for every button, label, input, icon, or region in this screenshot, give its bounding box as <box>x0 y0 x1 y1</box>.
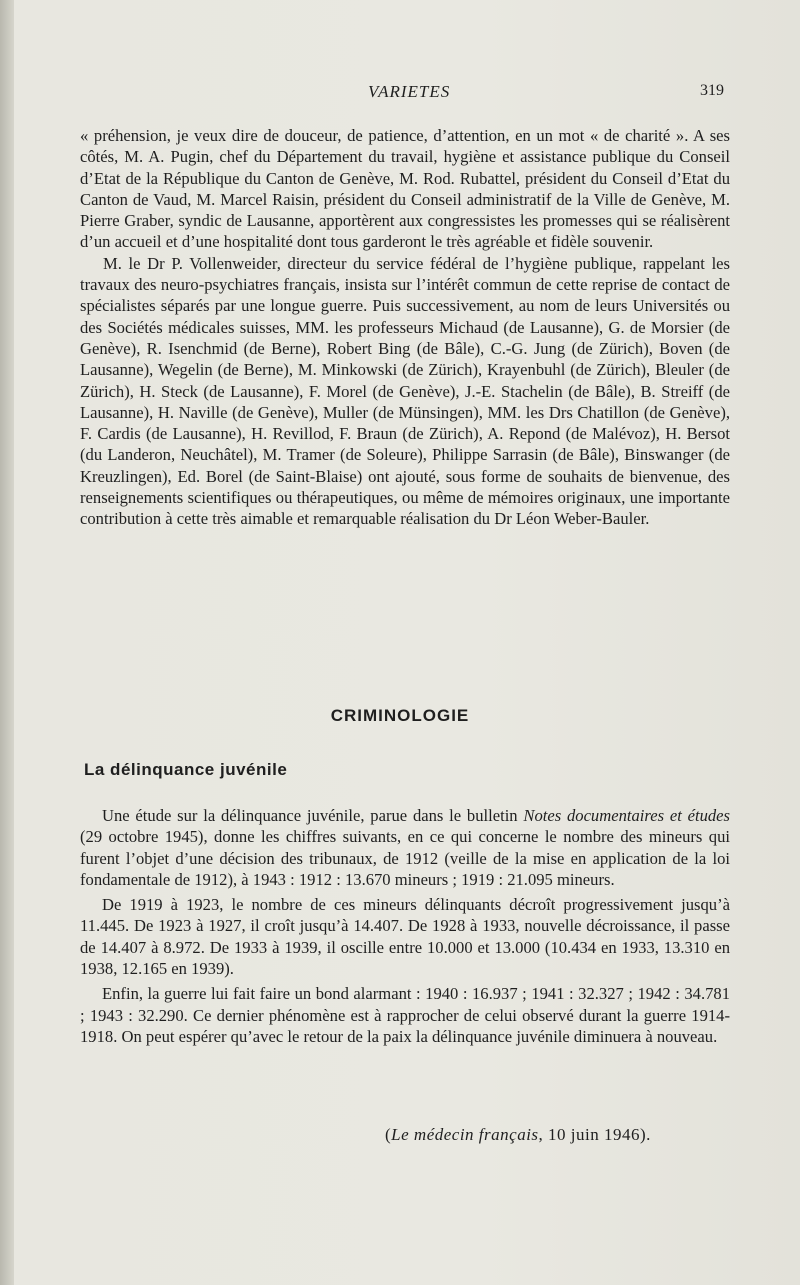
intro-paragraph-1: « préhension, je veux dire de douceur, de patience, d’attention, en un mot « de charité ». A ses côtés, M. A. Pugin, chef du Département du travail, hygiène et assistance publique du Conseil d’Etat de la République du Canton de Genève, M. Rod. Rubattel, président du Conseil d’Etat du Canton de Vaud, M. Marcel Raisin, président du Conseil administratif de la Ville de Genève, M. Pierre Graber, syndic de Lausanne, apportèrent aux congressistes les promesses qui se réalisèrent d’un accueil et d’une hospitalité dont tous garderont le très agréable et fidèle souvenir. <box>80 126 730 252</box>
page-header <box>84 82 724 104</box>
intro-paragraph-2: M. le Dr P. Vollenweider, directeur du service fédéral de l’hygiène publique, rappelant les travaux des neuro-psychiatres français, insista sur l’intérêt commun de cette reprise de contact de spécialistes séparés par une longue guerre. Puis successivement, au nom de leurs Universités ou des Sociétés médicales suisses, MM. les professeurs Michaud (de Lausanne), G. de Morsier (de Genève), R. Isenchmid (de Berne), Robert Bing (de Bâle), C.-G. Jung (de Zürich), Boven (de Lausanne), Wegelin (de Berne), M. Minkowski (de Zürich), Krayenbuhl (de Zürich), Bleuler (de Zürich), H. Steck (de Lausanne), F. Morel (de Genève), J.-E. Stachelin (de Bâle), B. Streiff (de Lausanne), H. Naville (de Genève), Muller (de Münsingen), MM. les Drs Chatillon (de Genève), F. Cardis (de Lausanne), H. Revillod, F. Braun (de Zürich), A. Repond (de Malévoz), H. Bersot (du Landeron, Neuchâtel), M. Tramer (de Soleure), Philippe Sarrasin (de Bâle), Binswanger (de Kreuzlingen), Ed. Borel (de Saint-Blaise) ont ajouté, sous forme de souhaits de bienvenue, des renseignements scientifiques ou thérapeutiques, ou même de mémoires originaux, une importante contribution à cette très aimable et remarquable réalisation du Dr Léon Weber-Bauler. <box>80 253 730 529</box>
article-paragraph-3: Enfin, la guerre lui fait faire un bond alarmant : 1940 : 16.937 ; 1941 : 32.327 ; 1942 : 34.781 ; 1943 : 32.290. Ce dernier phénomène est à rapprocher de celui observé durant la guerre 1914-1918. On peut espérer qu’avec le retour de la paix la délinquance juvénile diminuera à nouveau. <box>80 984 730 1046</box>
running-head: VARIETES <box>368 82 451 101</box>
bulletin-title: Notes documentaires et études <box>523 806 730 825</box>
page-number: 319 <box>700 82 724 99</box>
article-paragraph-2: De 1919 à 1923, le nombre de ces mineurs délinquants décroît progressivement jusqu’à 11.445. De 1923 à 1927, il croît jusqu’à 14.407. De 1928 à 1933, nouvelle décroissance, il passe de 14.407 à 8.972. De 1933 à 1939, il oscille entre 10.000 et 13.000 (10.434 en 1933, 13.310 en 1938, 12.165 en 1939). <box>80 895 730 979</box>
citation-open: ( <box>385 1125 392 1144</box>
section-title: CRIMINOLOGIE <box>330 706 470 725</box>
citation-date: , 10 juin 1946). <box>538 1125 651 1144</box>
p1-text-b: (29 octobre 1945), donne les chiffres suivants, en ce qui concerne le nombre des mineurs qui furent l’objet d’une décision des tribunaux, de 1912 (veille de la mise en application de la loi fondamentale de 1912), à 1943 : 1912 : 13.670 mineurs ; 1919 : 21.095 mineurs. <box>80 827 730 889</box>
article-body <box>80 805 730 1051</box>
page-spine <box>0 0 14 1285</box>
intro-text <box>80 125 730 530</box>
p1-text-a: Une étude sur la délinquance juvénile, parue dans le bulletin <box>102 806 524 825</box>
source-citation <box>385 1125 651 1145</box>
article-paragraph-1 <box>80 805 730 890</box>
citation-journal: Le médecin français <box>391 1125 539 1144</box>
article-subtitle: La délinquance juvénile <box>84 760 288 779</box>
